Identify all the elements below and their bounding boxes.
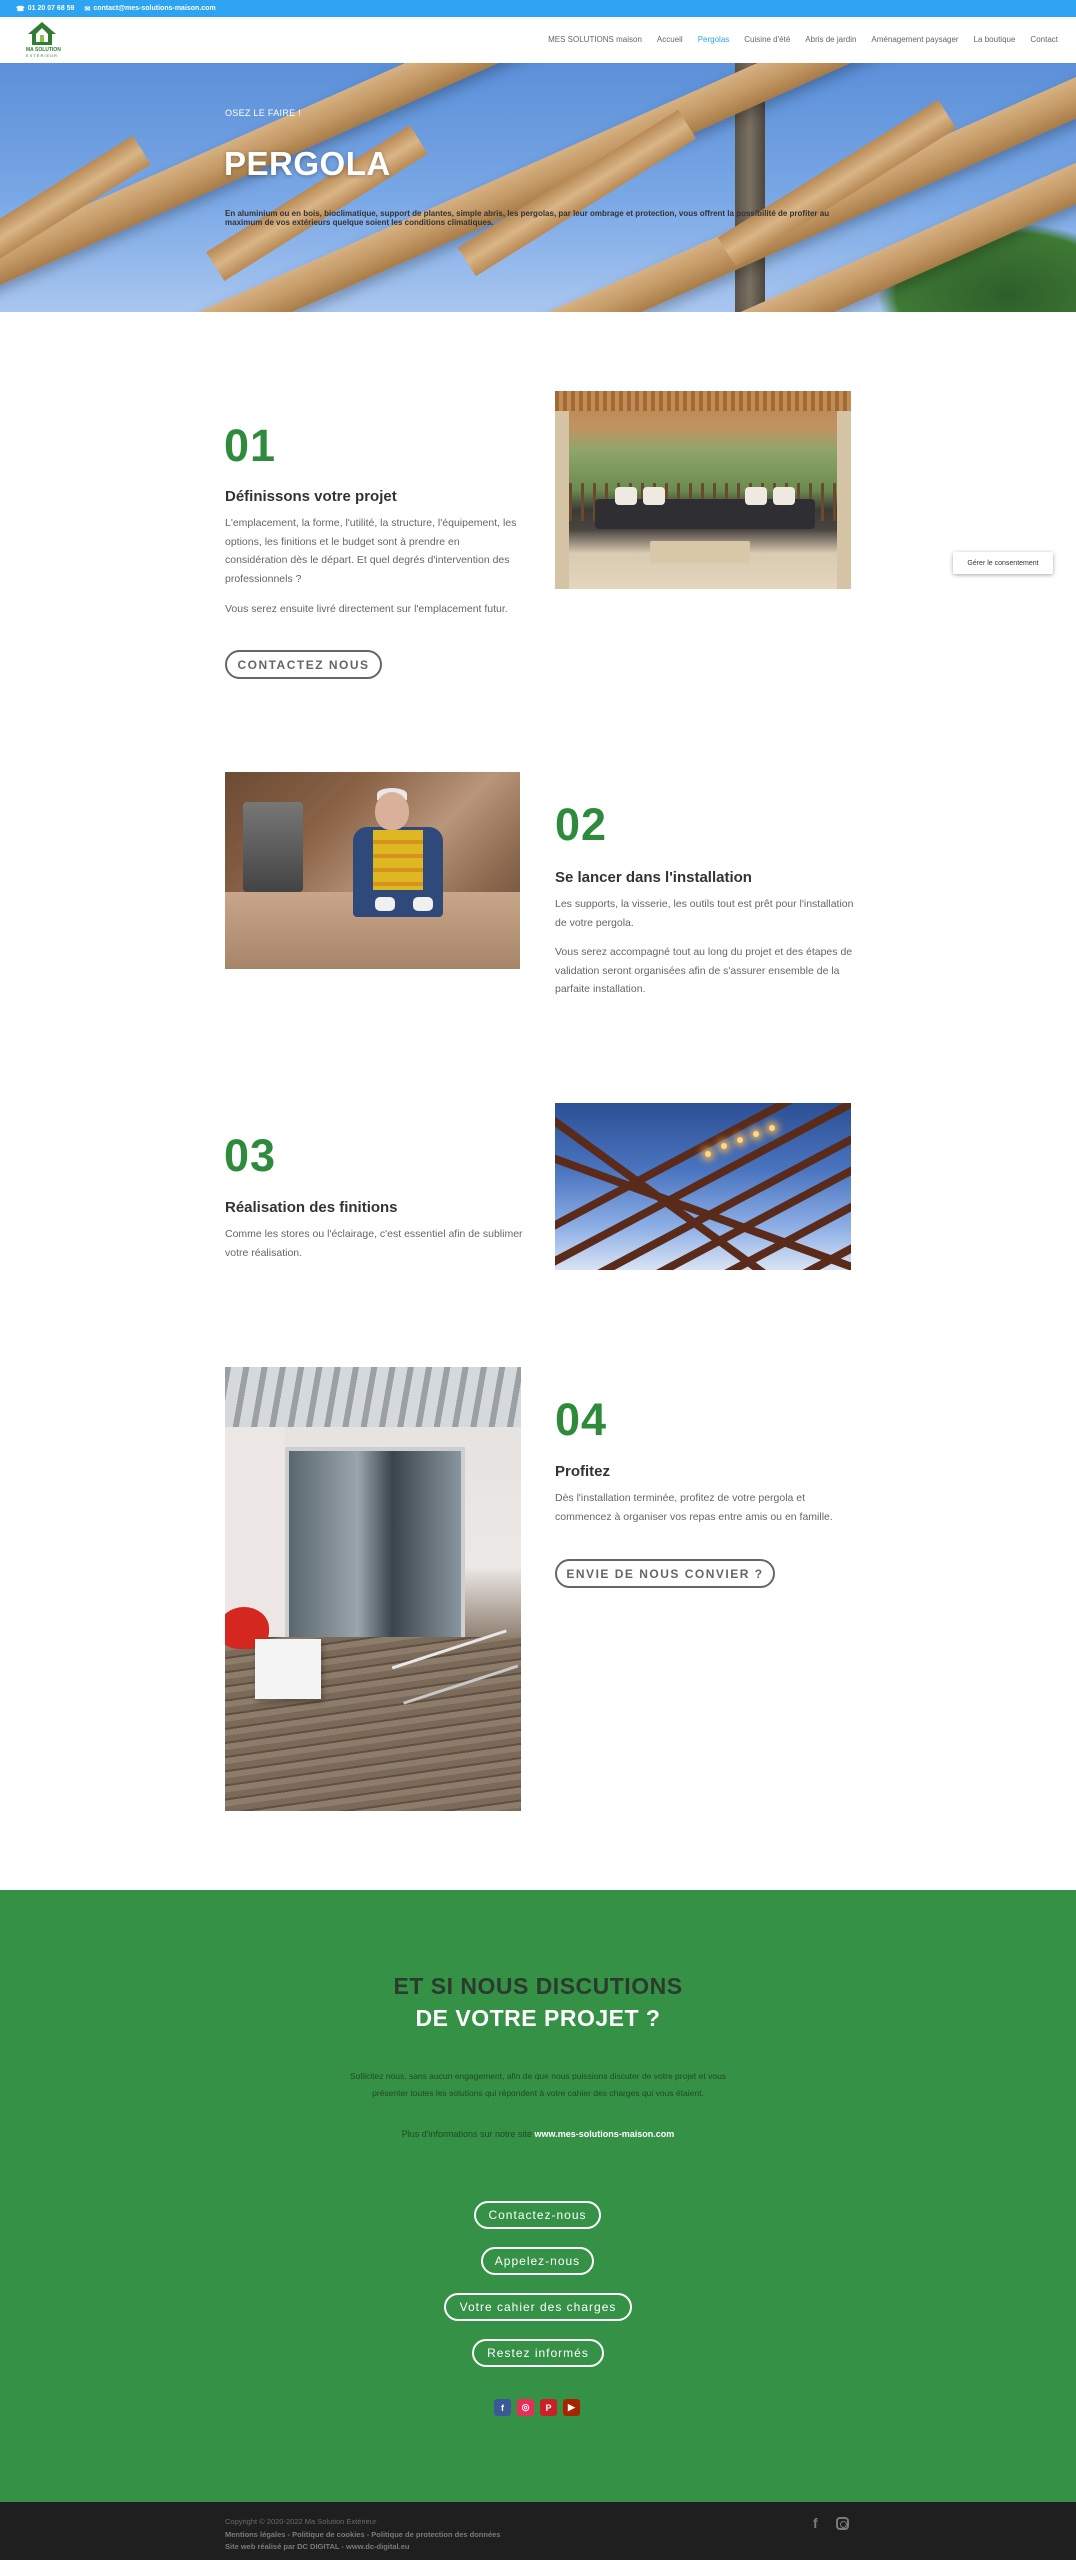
contactez-nous-button[interactable]: Contactez-nous [474, 2201, 601, 2229]
topbar-phone-text: 01 20 07 68 59 [27, 5, 75, 12]
logo-line2: EXTÉRIEUR [26, 53, 58, 58]
house-logo-icon [26, 21, 58, 47]
step-number: 02 [555, 799, 608, 850]
hero-description: En aluminium ou en bois, bioclimatique, support de plantes, simple abris, les pergolas, par leur ombrage et protection, vous offrent la possibilité de profiter au maximum de vos extérieurs quelque soient les conditions climatiques. [225, 209, 830, 227]
topbar-email-text: contact@mes-solutions-maison.com [93, 5, 216, 12]
mail-icon: ✉ [84, 5, 91, 13]
footer-copyright: Copyright © 2020-2022 Ma Solution Extérieur [225, 2517, 377, 2526]
worker-photo [225, 772, 520, 969]
nav-item-abris[interactable]: Abris de jardin [805, 35, 857, 44]
footer-instagram-icon[interactable] [836, 2517, 849, 2530]
site-header [0, 17, 1076, 63]
porch-photo [555, 391, 851, 589]
step-text: Dès l'installation terminée, profitez de votre pergola et commencez à organiser vos repas entre amis ou en famille. [555, 1492, 833, 1523]
cta-section [0, 1890, 1076, 2502]
top-bar [0, 0, 1076, 17]
step-title: Réalisation des finitions [225, 1199, 398, 1216]
step-number: 03 [224, 1130, 277, 1181]
hero-kicker: OSEZ LE FAIRE ! [225, 108, 302, 118]
logo-line1: MA SOLUTION [26, 47, 61, 53]
step-text: Comme les stores ou l'éclairage, c'est essentiel afin de sublimer votre réalisation. [225, 1228, 523, 1259]
footer-legal-links[interactable]: Mentions légales - Politique de cookies - Politique de protection des données [225, 2530, 501, 2539]
youtube-icon[interactable]: ▶ [563, 2399, 580, 2416]
appelez-nous-button[interactable]: Appelez-nous [481, 2247, 594, 2275]
nav-item-mes-solutions[interactable]: MES SOLUTIONS maison [548, 35, 642, 44]
phone-icon: ☎ [16, 5, 25, 13]
nav-item-amenagement[interactable]: Aménagement paysager [871, 35, 959, 44]
step-text: Les supports, la visserie, les outils tout est prêt pour l'installation de votre pergola. [555, 898, 854, 929]
facebook-icon[interactable]: f [494, 2399, 511, 2416]
contact-us-button[interactable]: CONTACTEZ NOUS [225, 650, 382, 679]
site-footer [0, 2502, 1076, 2560]
step-title: Définissons votre projet [225, 488, 397, 505]
cta-title-line2: DE VOTRE PROJET ? [415, 2005, 661, 2031]
pinterest-icon[interactable]: P [540, 2399, 557, 2416]
nav-item-boutique[interactable]: La boutique [973, 35, 1016, 44]
instagram-icon[interactable]: ◎ [517, 2399, 534, 2416]
topbar-phone[interactable] [16, 5, 74, 13]
restez-informes-button[interactable]: Restez informés [472, 2339, 604, 2367]
cta-website-link[interactable]: www.mes-solutions-maison.com [534, 2129, 675, 2139]
step-text: Vous serez accompagné tout au long du projet et des étapes de validation seront organisées afin de s'assurer ensemble de la parfaite installation. [555, 946, 853, 995]
cta-more-info [0, 2129, 1076, 2139]
consent-manager-button[interactable]: Gérer le consentement [953, 552, 1053, 574]
cta-title-line1: ET SI NOUS DISCUTIONS [393, 1973, 683, 1999]
nav-item-cuisine[interactable]: Cuisine d'été [744, 35, 791, 44]
invite-us-button[interactable]: ENVIE DE NOUS CONVIER ? [555, 1559, 775, 1588]
terrace-photo [225, 1367, 521, 1811]
cahier-des-charges-button[interactable]: Votre cahier des charges [444, 2293, 632, 2321]
step-text: L'emplacement, la forme, l'utilité, la structure, l'équipement, les options, les finitions et le budget sont à prendre en considération dès le départ. Et quel degrés d'intervention des professionnels ? [225, 517, 517, 585]
cta-paragraph: Sollicitez nous, sans aucun engagement, afin de que nous puissions discuter de votre projet et vous présenter toutes les solutions qui répondent à votre cahier des charges qui vous étaient. [349, 2071, 727, 2098]
step-number: 01 [224, 420, 277, 471]
nav-item-accueil[interactable]: Accueil [656, 35, 683, 44]
step-title: Se lancer dans l'installation [555, 869, 752, 886]
pergola-sky-photo [555, 1103, 851, 1270]
cta-more-prefix: Plus d'informations sur notre site [401, 2129, 533, 2139]
main-nav [548, 35, 1058, 44]
topbar-email[interactable] [84, 5, 215, 13]
nav-item-contact[interactable]: Contact [1030, 35, 1058, 44]
hero-banner [0, 63, 1076, 312]
step-title: Profitez [555, 1463, 611, 1480]
footer-credit[interactable]: Site web réalisé par DC DIGITAL - www.dc-digital.eu [225, 2542, 410, 2551]
step-text: Vous serez ensuite livré directement sur l'emplacement futur. [225, 603, 508, 615]
step-number: 04 [555, 1394, 608, 1445]
page-title: PERGOLA [224, 145, 391, 182]
footer-facebook-icon[interactable]: f [813, 2515, 818, 2531]
site-logo[interactable] [20, 21, 64, 59]
nav-item-pergolas[interactable]: Pergolas [697, 35, 730, 44]
